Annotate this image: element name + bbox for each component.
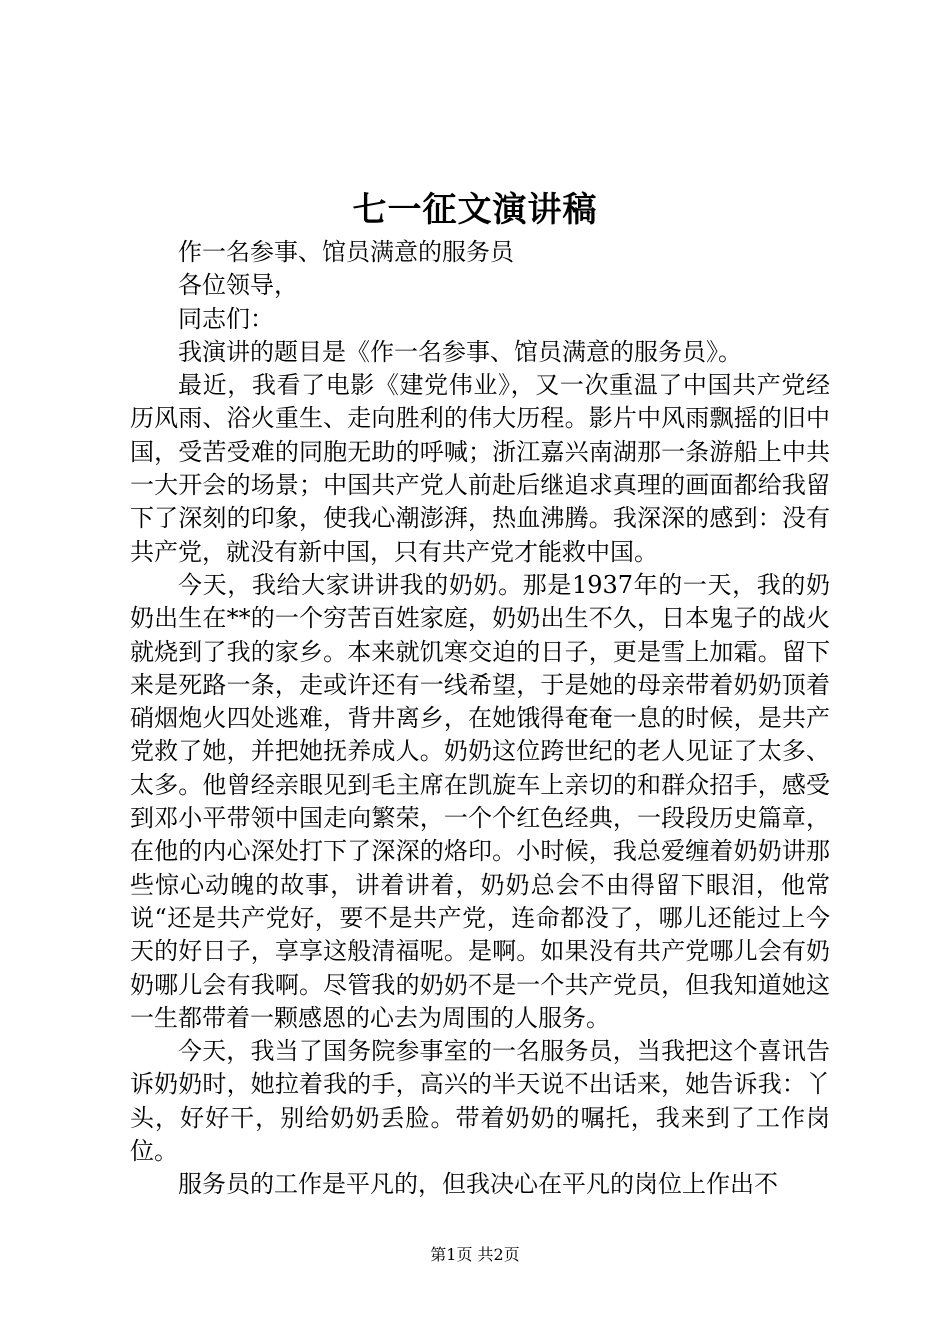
paragraph-grandmother: 今天，我给大家讲讲我的奶奶。那是1937年的一天，我的奶奶出生在**的一个穷苦百姓家庭，奶奶出生不久，日本鬼子的战火就烧到了我的家乡。本来就饥寒交迫的日子，更是雪上加霜。留下来是死路一条，走或许还有一线希望，于是她的母亲带着奶奶顶着硝烟炮火四处逃难，背井离乡，在她饿得奄奄一息的时候，是共产党救了她，并把她抚养成人。奶奶这位跨世纪的老人见证了太多、太多。他曾经亲眼见到毛主席在凯旋车上亲切的和群众招手，感受到邓小平带领中国走向繁荣，一个个红色经典，一段段历史篇章，在他的内心深处打下了深深的烙印。小时候，我总爱缠着奶奶讲那些惊心动魄的故事，讲着讲着，奶奶总会不由得留下眼泪，他常说“还是共产党好，要不是共产党，连命都没了，哪儿还能过上今天的好日子，享享这般清福呢。是啊。如果没有共产党哪儿会有奶奶哪儿会有我啊。尽管我的奶奶不是一个共产党员，但我知道她这一生都带着一颗感恩的心去为周围的人服务。 [130, 570, 830, 1032]
page-footer: 第1页 共2页 [430, 1245, 520, 1264]
document-body [130, 236, 830, 1202]
paragraph-movie: 最近，我看了电影《建党伟业》，又一次重温了中国共产党经历风雨、浴火重生、走向胜利的伟大历程。影片中风雨飘摇的旧中国，受苦受难的同胞无助的呼喊；浙江嘉兴南湖那一条游船上中共一大开会的场景；中国共产党人前赴后继追求真理的画面都给我留下了深刻的印象，使我心潮澎湃，热血沸腾。我深深的感到：没有共产党，就没有新中国，只有共产党才能救中国。 [130, 371, 830, 566]
paragraph-job: 今天，我当了国务院参事室的一名服务员，当我把这个喜讯告诉奶奶时，她拉着我的手，高兴的半天说不出话来，她告诉我：丫头，好好干，别给奶奶丢脸。带着奶奶的嘱托，我来到了工作岗位。 [130, 1037, 830, 1166]
paragraph-salutation-leaders: 各位领导， [178, 271, 298, 300]
paragraph-work: 服务员的工作是平凡的，但我决心在平凡的岗位上作出不 [178, 1170, 778, 1199]
paragraph-subtitle: 作一名参事、馆员满意的服务员 [178, 238, 514, 266]
paragraph-topic: 我演讲的题目是《作一名参事、馆员满意的服务员》。 [178, 337, 742, 366]
paragraph-salutation-comrades: 同志们： [178, 304, 274, 333]
document-title: 七一征文演讲稿 [352, 190, 598, 230]
